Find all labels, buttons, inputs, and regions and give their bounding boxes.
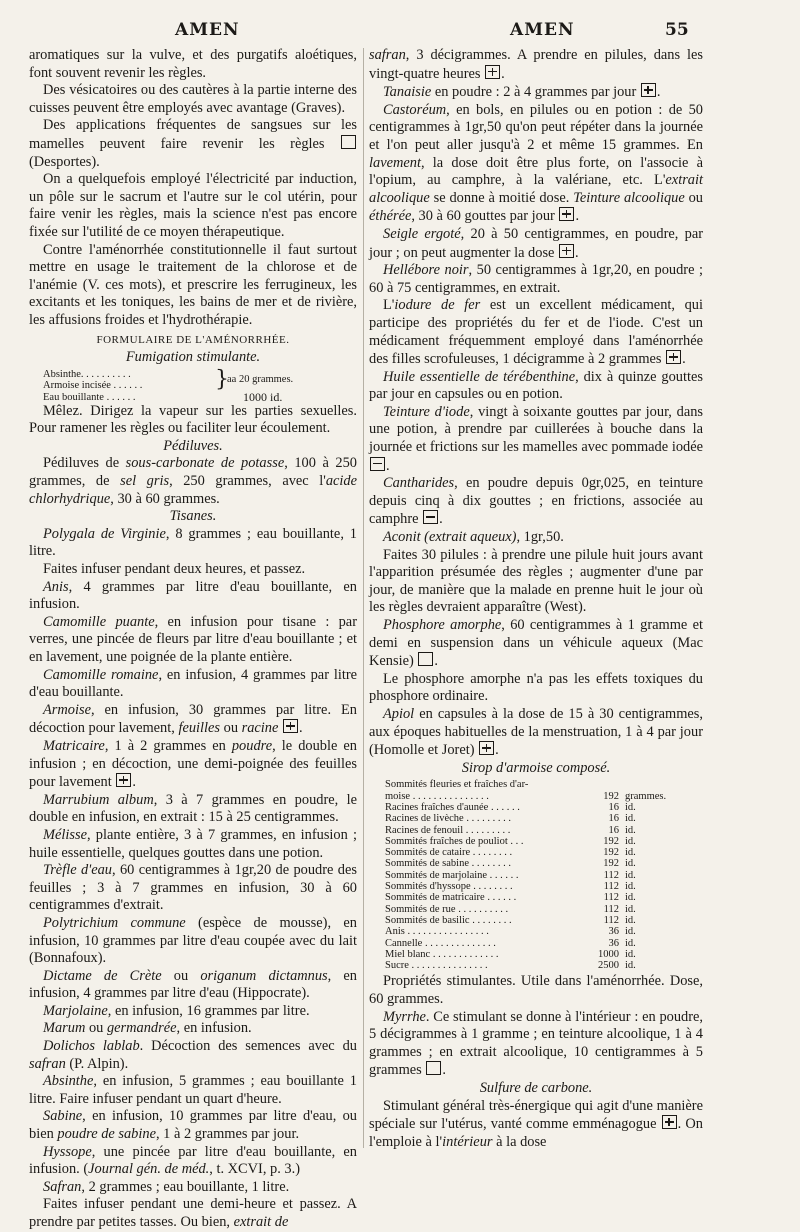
subheading: Tisanes. — [169, 508, 217, 525]
paragraph: Absinthe, en infusion, 5 grammes ; eau bouillante 1 litre. Faire infuser pendant un quart d'heure. — [29, 1073, 357, 1107]
ingredient-unit: id. — [625, 892, 636, 904]
subheading: Fumigation stimulante. — [125, 349, 261, 366]
brace-symbol: } — [215, 366, 229, 392]
paragraph: Mélisse, plante entière, 3 à 7 grammes, en infusion ; huile essentielle, quelques gouttes dans une potion. — [29, 826, 357, 861]
ingredient-unit: id. — [625, 937, 636, 949]
ingredient-quantity: 112 — [603, 914, 619, 926]
paragraph: Contre l'aménorrhée constitutionnelle il faut surtout mettre en usage le traitement de la chlorose et de l'anémie (V. ces mots), et prescrire les ferrugineux, les excitants et les toniques, les bains de mer et de rivière, les affusions froides et l'hydrothérapie. — [29, 241, 357, 328]
ingredient-name: Racines fraîches d'aunée . . . . . . — [385, 801, 520, 813]
square-symbol-icon — [418, 652, 433, 666]
ingredient-quantity: 36 — [608, 926, 619, 938]
ingredient-unit: id. — [625, 801, 636, 813]
ingredient-unit: grammes. — [625, 790, 667, 802]
ingredient-unit: id. — [625, 813, 636, 825]
subheading: Pédiluves. — [163, 437, 223, 454]
ingredient-name: Sommités de basilic . . . . . . . . — [385, 914, 512, 926]
table-row — [369, 926, 703, 937]
fumigation-recipe — [29, 366, 357, 404]
ingredient-name: Racines de livèche . . . . . . . . . — [385, 813, 511, 825]
ingredient-name: Sommités de cataire . . . . . . . . — [385, 847, 513, 859]
ingredient-unit: id. — [625, 881, 636, 893]
running-head-right: AMEN — [510, 20, 575, 40]
table-row — [369, 915, 703, 926]
ingredient-name: Sommités de sabine . . . . . . . . — [385, 858, 511, 870]
paragraph: Trèfle d'eau, 60 centigrammes à 1gr,20 de poudre des feuilles ; 3 à 7 grammes en infusion, 30 à 60 centigrammes d'extrait. — [29, 862, 357, 914]
ingredient-name: Sommités de matricaire . . . . . . — [385, 892, 517, 904]
ingredient-quantity: 2500 — [598, 960, 619, 972]
plus-box-icon — [283, 719, 298, 733]
paragraph: Faites infuser pendant deux heures, et passez. — [43, 561, 306, 578]
plus-box-icon — [559, 207, 574, 221]
square-symbol-icon — [341, 135, 356, 149]
ingredient-name: moise . . . . . . . . . . . . . . . — [385, 790, 489, 802]
paragraph: Polytrichium commune (espèce de mousse), en infusion, 10 grammes par litre d'eau coupée avec du lait (Bonnafoux). — [29, 914, 357, 967]
paragraph: Castoréum, en bols, en pilules ou en potion : de 50 centigrammes à 1gr,50 qu'on peut répéter dans la journée et l'on peut aller jusqu'à 2 et même 15 grammes. En lavement, la dose doit être plus forte, on l'associe à l'opium, au camphre, à la valériane, etc. L'extrait alcoolique se donne à moitié dose. Teinture alcoolique ou éthérée, 30 à 60 gouttes par jour . — [369, 101, 703, 225]
paragraph: Dolichos lablab. Décoction des semences avec du safran (P. Alpin). — [29, 1038, 357, 1072]
paragraph: Camomille puante, en infusion pour tisane : par verres, une pincée de fleurs par litre d'eau bouillante ; et en lavement, une poignée de la plante entière. — [29, 613, 357, 665]
ingredient-name: Sommités de marjolaine . . . . . . — [385, 869, 519, 881]
ingredient-quantity: 192 — [603, 835, 619, 847]
paragraph: Mêlez. Dirigez la vapeur sur les parties sexuelles. Pour ramener les règles ou faciliter leur écoulement. — [29, 402, 357, 437]
table-row — [369, 813, 703, 824]
subheading: Sulfure de carbone. — [479, 1079, 593, 1096]
table-row — [369, 847, 703, 858]
ingredient-name: Sucre . . . . . . . . . . . . . . . — [385, 960, 488, 972]
plus-box-icon — [479, 741, 494, 755]
page-number: 55 — [665, 20, 689, 40]
paragraph: Matricaire, 1 à 2 grammes en poudre, le double en infusion ; en décoction, une demi-poignée des feuilles pour lavement . — [29, 737, 357, 791]
paragraph: Seigle ergoté, 20 à 50 centigrammes, en poudre, par jour ; on peut augmenter la dose . — [369, 225, 704, 261]
left-column — [29, 47, 357, 1232]
paragraph: Marjolaine, en infusion, 16 grammes par litre. — [43, 1002, 310, 1019]
table-row — [369, 836, 703, 847]
ingredient-quantity: 16 — [608, 801, 619, 813]
plus-box-icon — [485, 65, 500, 79]
ingredient-quantity: 192 — [603, 790, 619, 802]
ingredient-quantity: 112 — [603, 903, 619, 915]
paragraph: Cantharides, en poudre depuis 0gr,025, en teinture depuis cinq à dix gouttes ; en frictions, associée au camphre . — [369, 475, 703, 528]
ingredient-name: Sommités fleuries et fraîches d'ar- — [385, 779, 529, 791]
ingredient-name: Sommités d'hyssope . . . . . . . . — [385, 881, 513, 893]
ingredient-quantity: 112 — [603, 892, 619, 904]
page-header — [0, 6, 800, 46]
paragraph: Anis, 4 grammes par litre d'eau bouillante, en infusion. — [29, 578, 357, 613]
ingredient-quantity: 192 — [603, 847, 619, 859]
table-row — [369, 881, 703, 892]
paragraph: Teinture d'iode, vingt à soixante gouttes par jour, dans une potion, à prendre par cuillerées à bouche dans la journée et frictions sur les mamelles avec pommade iodée . — [369, 403, 704, 474]
table-row — [369, 870, 703, 881]
ingredient-unit: id. — [625, 835, 636, 847]
ingredient-name: Sommités fraîches de pouliot . . . — [385, 835, 524, 847]
ingredient-name: Anis . . . . . . . . . . . . . . . . — [385, 926, 489, 938]
table-row — [369, 938, 703, 949]
ingredient-unit: id. — [625, 926, 636, 938]
subheading: Sirop d'armoise composé. — [461, 759, 611, 776]
paragraph: Dictame de Crète ou origanum dictamnus, en infusion, 4 grammes par litre d'eau (Hippocrate). — [29, 967, 357, 1002]
paragraph: On a quelquefois employé l'électricité par induction, un pôle sur le sacrum et l'autre sur le col utérin, pour faire venir les règles, mais la science n'est pas encore fixée sur l'utilité de ce moyen thérapeutique. — [29, 171, 357, 240]
ingredient-unit: id. — [625, 858, 636, 870]
paragraph: Marrubium album, 3 à 7 grammes en poudre, le double en infusion, en extrait : 15 à 25 centigrammes. — [29, 791, 357, 826]
paragraph: Apiol en capsules à la dose de 15 à 30 centigrammes, aux époques habituelles de la menstruation, 1 à 4 par jour (Homolle et Joret) . — [369, 705, 703, 759]
paragraph: safran, 3 décigrammes. A prendre en pilules, dans les vingt-quatre heures . — [369, 47, 703, 82]
ingredient-unit: id. — [625, 869, 636, 881]
ingredient-unit: id. — [625, 960, 636, 972]
paragraph: Tanaisie en poudre : 2 à 4 grammes par jour . — [383, 84, 661, 101]
paragraph: Marum ou germandrée, en infusion. — [43, 1020, 252, 1037]
paragraph: Propriétés stimulantes. Utile dans l'aménorrhée. Dose, 60 grammes. — [369, 973, 703, 1007]
paragraph: Pédiluves de sous-carbonate de potasse, 100 à 250 grammes, de sel gris, 250 grammes, avec l'acide chlorhydrique, 30 à 60 grammes. — [29, 455, 358, 507]
minus-box-icon — [423, 510, 438, 524]
paragraph: Camomille romaine, en infusion, 4 grammes par litre d'eau bouillante. — [29, 666, 358, 701]
ingredient-quantity: 192 — [603, 858, 619, 870]
ingredient-quantity: 112 — [603, 869, 619, 881]
ingredient-name: Cannelle . . . . . . . . . . . . . . — [385, 937, 496, 949]
table-row — [369, 779, 703, 790]
paragraph: Sabine, en infusion, 10 grammes par litre d'eau, ou bien poudre de sabine, 1 à 2 grammes par jour. — [29, 1108, 357, 1143]
table-row — [369, 892, 703, 903]
paragraph: Stimulant général très-énergique qui agit d'une manière spéciale sur l'utérus, vanté comme emménagogue . On l'emploie à l'intérieur à la dose — [369, 1097, 703, 1150]
ingredient-quantity: 112 — [603, 881, 619, 893]
paragraph: Hyssope, une pincée par litre d'eau bouillante, en infusion. (Journal gén. de méd., t. XCVI, p. 3.) — [29, 1143, 357, 1178]
plus-box-icon — [641, 83, 656, 97]
ingredient-quantity: 1000 — [598, 948, 619, 960]
paragraph: aromatiques sur la vulve, et des purgatifs aloétiques, font souvent revenir les règles. — [29, 47, 357, 81]
table-row — [369, 904, 703, 915]
table-row — [369, 802, 703, 813]
table-row — [369, 960, 703, 971]
table-row — [369, 949, 703, 960]
paragraph: Faites 30 pilules : à prendre une pilule huit jours avant l'apparition présumée des règles ; augmenter d'une par jour, de manière que la malade en prenne huit le jour où les règles devraient apparaître (West). — [369, 546, 703, 616]
ingredient-quantity: 16 — [608, 813, 619, 825]
recipe-ingredient: Armoise incisée . . . . . . — [43, 380, 143, 392]
square-symbol-icon — [426, 1061, 441, 1075]
running-head-left: AMEN — [175, 20, 240, 40]
paragraph: Faites infuser pendant une demi-heure et passez. A prendre par petites tasses. Ou bien, extrait de — [29, 1196, 357, 1230]
ingredient-unit: id. — [625, 914, 636, 926]
ingredient-unit: id. — [625, 847, 636, 859]
plus-box-icon — [116, 773, 131, 787]
ingredient-unit: id. — [625, 903, 636, 915]
table-row — [369, 791, 703, 802]
plus-box-icon — [559, 244, 574, 258]
column-divider — [363, 48, 364, 1148]
table-row — [369, 858, 703, 869]
right-column — [369, 47, 703, 1151]
paragraph: Phosphore amorphe, 60 centigrammes à 1 gramme et demi en suspension dans un véhicule aqueux (Mac Kensie) . — [369, 617, 703, 670]
paragraph: L'iodure de fer est un excellent médicament, qui participe des propriétés du fer et de l'iode. C'est un médicament fréquemment employé dans l'aménorrhée des filles scrofuleuses, 1 décigramme à 2 grammes . — [369, 297, 703, 368]
plus-box-icon — [662, 1115, 677, 1129]
paragraph: Des applications fréquentes de sangsues sur les mamelles peuvent faire revenir les règles (Desportes). — [29, 117, 357, 170]
table-row — [369, 825, 703, 836]
ingredient-quantity: 16 — [608, 824, 619, 836]
recipe-ingredient: Eau bouillante . . . . . . — [43, 391, 136, 403]
paragraph: Huile essentielle de térébenthine, dix à quinze gouttes par jour en capsules ou en potion. — [369, 368, 703, 403]
plus-box-icon — [666, 350, 681, 364]
recipe-ingredient: Absinthe. . . . . . . . . . — [43, 368, 131, 380]
paragraph: Hellébore noir, 50 centigrammes à 1gr,20, en poudre ; 60 à 75 centigrammes, en extrait. — [369, 262, 703, 296]
paragraph: Safran, 2 grammes ; eau bouillante, 1 litre. — [43, 1178, 290, 1195]
paragraph: Myrrhe. Ce stimulant se donne à l'intérieur : en poudre, 5 décigrammes à 1 gramme ; en teinture alcoolique, 1 à 4 grammes ; en extrait alcoolique, 10 centigrammes à 5 grammes . — [369, 1008, 703, 1079]
recipe-quantity: 1000 id. — [243, 389, 283, 404]
ingredient-quantity: 36 — [608, 937, 619, 949]
paragraph: Armoise, en infusion, 30 grammes par litre. En décoction pour lavement, feuilles ou racine . — [29, 701, 357, 737]
ingredient-unit: id. — [625, 948, 636, 960]
ingredient-unit: id. — [625, 824, 636, 836]
ingredient-name: Miel blanc . . . . . . . . . . . . . — [385, 948, 499, 960]
paragraph: Polygala de Virginie, 8 grammes ; eau bouillante, 1 litre. — [29, 525, 357, 560]
ingredient-name: Sommités de rue . . . . . . . . . . — [385, 903, 509, 915]
ingredient-name: Racines de fenouil . . . . . . . . . — [385, 824, 511, 836]
recipe-quantity: aa 20 grammes. — [227, 373, 294, 385]
paragraph: Des vésicatoires ou des cautères à la partie interne des cuisses peuvent être employés avec avantage (Graves). — [29, 82, 357, 116]
section-heading: FORMULAIRE DE L'AMÉNORRHÉE. — [96, 333, 290, 346]
paragraph: Aconit (extrait aqueux), 1gr,50. — [383, 529, 564, 546]
paragraph: Le phosphore amorphe n'a pas les effets toxiques du phosphore ordinaire. — [369, 670, 703, 705]
minus-box-icon — [370, 457, 385, 471]
sirop-recipe-table — [369, 779, 703, 971]
